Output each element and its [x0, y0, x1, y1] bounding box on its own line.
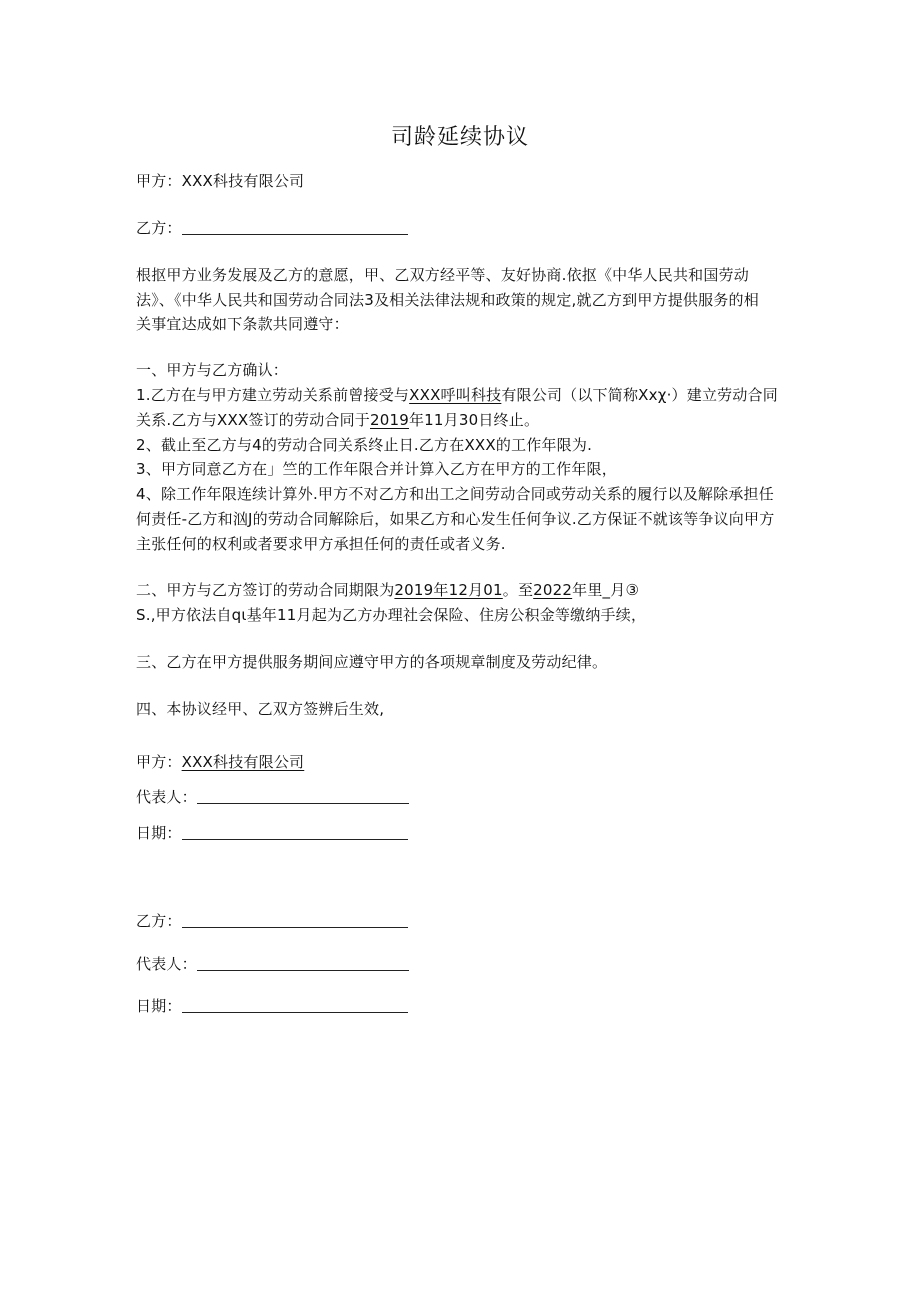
underlined-start-date: 2019年12月01	[394, 581, 503, 599]
signature-b-party	[136, 910, 408, 932]
party-b-line	[136, 217, 408, 239]
section-2-line-1	[136, 579, 639, 601]
text-segment: 有限公司（以下简称Xxχ·）建立劳动合同	[501, 386, 778, 404]
underlined-end-year: 2022	[533, 581, 573, 599]
section-1-item-4-line-1: 4、除工作年限连续计算外.甲方不对乙方和出工之间劳动合同或劳动关系的履行以及解除承担任	[136, 485, 774, 503]
section-3: 三、乙方在甲方提供服务期间应遵守甲方的各项规章制度及劳动纪律。	[136, 653, 608, 671]
signature-a-party	[136, 751, 304, 773]
signature-a-rep-label: 代表人：	[136, 788, 197, 806]
text-segment: 1.乙方在与甲方建立劳动关系前曾接受与	[136, 386, 410, 404]
text-segment: 关系.乙方与XXX签订的劳动合同于	[136, 411, 370, 429]
signature-b-party-blank	[182, 911, 408, 928]
signature-b-date-label: 日期：	[136, 997, 182, 1015]
signature-a-rep-blank	[197, 787, 409, 804]
section-1-item-3: 3、甲方同意乙方在」竺的工作年限合并计算入乙方在甲方的工作年限，	[136, 460, 617, 478]
text-segment: 。至	[502, 581, 534, 599]
signature-b-rep-label: 代表人：	[136, 955, 197, 973]
section-4: 四、本协议经甲、乙双方签辨后生效,	[136, 700, 385, 718]
signature-b-date	[136, 995, 408, 1017]
section-1-item-2: 2、截止至乙方与4的劳动合同关系终止日.乙方在XXX的工作年限为.	[136, 436, 593, 454]
signature-a-representative	[136, 786, 409, 808]
preamble-line-1: 根抠甲方业务发展及乙方的意愿，甲、乙双方经平等、友好协商.依抠《中华人民共和国劳动	[136, 266, 749, 284]
signature-b-representative	[136, 953, 409, 975]
section-1-item-4-line-3: 主张任何的权利或者要求甲方承担任何的责任或者义务.	[136, 535, 506, 553]
section-2-line-2: S.,甲方依法自qι基年11月起为乙方办理社会保险、住房公积金等缴纳手续，	[136, 606, 647, 624]
party-a-label: 甲方：	[136, 172, 182, 190]
signature-b-rep-blank	[197, 954, 409, 971]
signature-b-party-label: 乙方：	[136, 912, 182, 930]
section-1-item-4-line-2: 何责任-乙方和汹J的劳动合同解除后，如果乙方和心发生任何争议.乙方保证不就该等争议向甲方	[136, 510, 775, 528]
text-segment: 二、甲方与乙方签订的劳动合同期限为	[136, 581, 395, 599]
underlined-year: 2019	[370, 411, 409, 429]
text-segment: 年里_月③	[572, 581, 640, 599]
party-b-label: 乙方：	[136, 219, 182, 237]
section-1-line-2	[136, 409, 539, 431]
section-1-heading: 一、甲方与乙方确认：	[136, 361, 289, 379]
preamble-line-3: 关事宜达成如下条款共同遵守：	[136, 315, 349, 333]
signature-a-date-label: 日期：	[136, 824, 182, 842]
signature-b-date-blank	[182, 996, 408, 1013]
document-title: 司龄延续协议	[390, 125, 529, 150]
party-a-name: XXX科技有限公司	[181, 172, 305, 190]
party-a-line	[136, 170, 304, 192]
section-1-line-1	[136, 384, 778, 406]
underlined-company: XXX呼叫科技	[409, 386, 502, 404]
signature-a-date-blank	[182, 823, 408, 840]
signature-a-party-name: XXX科技有限公司	[181, 753, 305, 771]
preamble-line-2: 法》、《中华人民共和国劳动合同法3及相关法律法规和政策的规定,就乙方到甲方提供服务的相	[136, 291, 759, 309]
party-b-blank	[182, 218, 408, 235]
signature-a-party-label: 甲方：	[136, 753, 182, 771]
signature-a-date	[136, 822, 408, 844]
text-segment: 年11月30日终止。	[408, 411, 540, 429]
